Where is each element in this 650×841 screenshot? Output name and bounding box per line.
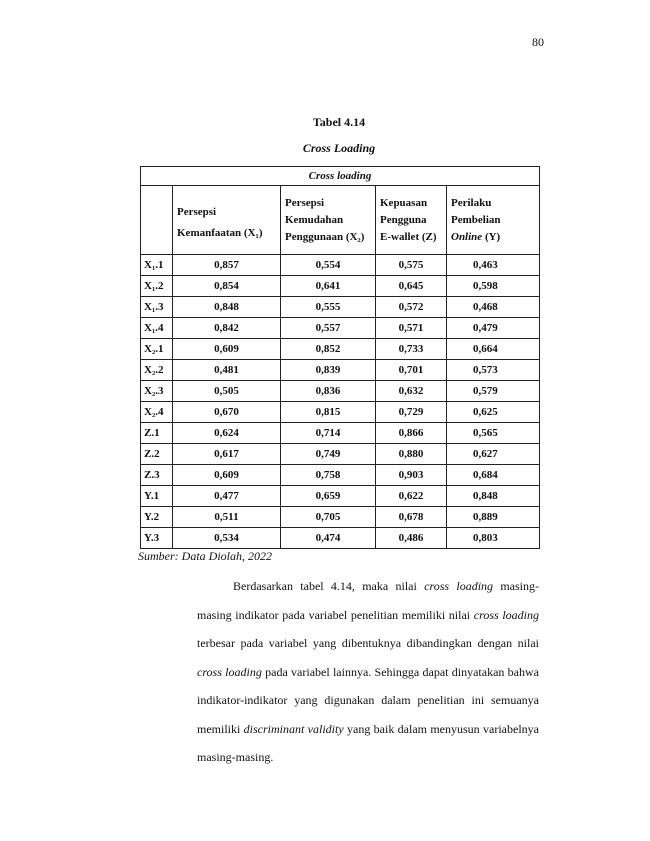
table-cell: 0,632 (376, 381, 447, 402)
table-cell: 0,474 (281, 528, 376, 549)
table-cell: 0,903 (376, 465, 447, 486)
table-row (141, 255, 540, 276)
table-cell: 0,749 (281, 444, 376, 465)
column-header-line: Persepsi (177, 206, 217, 218)
column-header-line: Kemanfaatan (X₁) (177, 227, 263, 239)
row-label: Z.1 (141, 423, 173, 444)
column-header-line: Kepuasan (380, 196, 428, 209)
table-cell: 0,880 (376, 444, 447, 465)
column-header-line: Persepsi (285, 196, 325, 209)
table-cell: 0,481 (173, 360, 281, 381)
table-cell: 0,627 (447, 444, 540, 465)
table-cell: 0,848 (447, 486, 540, 507)
table-cell: 0,598 (447, 276, 540, 297)
column-header (281, 186, 376, 255)
table-cell: 0,705 (281, 507, 376, 528)
row-label: Y.1 (141, 486, 173, 507)
table-cell: 0,534 (173, 528, 281, 549)
row-label: X₂.3 (141, 381, 173, 402)
table-row (141, 465, 540, 486)
row-label: Y.3 (141, 528, 173, 549)
row-label: Y.2 (141, 507, 173, 528)
column-header-line: Pengguna (380, 213, 427, 226)
table-subtitle: Cross Loading (302, 141, 376, 155)
paragraph-italic-term: cross loading (424, 579, 494, 593)
table-cell: 0,565 (447, 423, 540, 444)
table-cell: 0,622 (376, 486, 447, 507)
table-cell: 0,573 (447, 360, 540, 381)
source-note: Sumber: Data Diolah, 2022 (138, 549, 272, 563)
table-cell: 0,555 (281, 297, 376, 318)
table-cell: 0,758 (281, 465, 376, 486)
column-header-italic: Online (451, 230, 483, 243)
paragraph-text: Berdasarkan tabel 4.14, maka nilai (233, 579, 425, 593)
table-cell: 0,714 (281, 423, 376, 444)
table-row (141, 276, 540, 297)
column-header-line: E-wallet (Z) (380, 230, 437, 243)
table-cell: 0,678 (376, 507, 447, 528)
table-cell: 0,609 (173, 465, 281, 486)
table-cell: 0,572 (376, 297, 447, 318)
row-label: Z.3 (141, 465, 173, 486)
table-row (141, 444, 540, 465)
table-cell: 0,554 (281, 255, 376, 276)
table-body (141, 255, 540, 549)
table-cell: 0,839 (281, 360, 376, 381)
table-cell: 0,866 (376, 423, 447, 444)
table-cell: 0,848 (173, 297, 281, 318)
table-cell: 0,477 (173, 486, 281, 507)
table-title: Tabel 4.14 (312, 115, 366, 129)
table-row (141, 339, 540, 360)
column-header-line (451, 229, 539, 246)
table-row (141, 402, 540, 423)
table-row (141, 528, 540, 549)
table-super-header: Cross loading (141, 167, 540, 186)
row-label: X₁.3 (141, 297, 173, 318)
table-cell: 0,557 (281, 318, 376, 339)
table-cell: 0,571 (376, 318, 447, 339)
table-row (141, 507, 540, 528)
column-header-line: Pembelian (451, 213, 501, 226)
column-header-line: Kemudahan (285, 213, 344, 226)
page-number: 80 (532, 35, 544, 49)
table-cell: 0,815 (281, 402, 376, 423)
table-cell: 0,852 (281, 339, 376, 360)
column-header-line: Perilaku (451, 196, 492, 209)
table-row (141, 381, 540, 402)
body-paragraph (197, 572, 539, 772)
table-cell: 0,625 (447, 402, 540, 423)
table-header-row (141, 186, 540, 255)
table-cell: 0,645 (376, 276, 447, 297)
table-cell: 0,670 (173, 402, 281, 423)
row-label: X₁.1 (141, 255, 173, 276)
table-row (141, 297, 540, 318)
table-cell: 0,609 (173, 339, 281, 360)
table-cell: 0,505 (173, 381, 281, 402)
table-row (141, 360, 540, 381)
paragraph-text: masing-masing indikator pada variabel penelitian memiliki nilai (197, 579, 539, 622)
table-cell: 0,579 (447, 381, 540, 402)
row-label: X₁.4 (141, 318, 173, 339)
paragraph-text: yang baik dalam menyusun variabelnya masing-masing. (197, 721, 539, 764)
table-cell: 0,684 (447, 465, 540, 486)
row-label: X₂.4 (141, 402, 173, 423)
paragraph-text: terbesar pada variabel yang dibentuknya dibandingkan dengan nilai (197, 636, 539, 650)
table-cell: 0,729 (376, 402, 447, 423)
paragraph-italic-term: cross loading (473, 607, 539, 622)
table-cell: 0,733 (376, 339, 447, 360)
table-row (141, 318, 540, 339)
row-label: X₁.2 (141, 276, 173, 297)
table-cell: 0,889 (447, 507, 540, 528)
table-cell: 0,836 (281, 381, 376, 402)
table-cell: 0,479 (447, 318, 540, 339)
table-cell: 0,659 (281, 486, 376, 507)
column-header (173, 186, 281, 255)
corner-cell (141, 186, 173, 255)
table-cell: 0,842 (173, 318, 281, 339)
column-header-line: Penggunaan (X₂) (285, 230, 365, 243)
paragraph-text: pada variabel lainnya. Sehingga dapat dinyatakan bahwa indikator-indikator yang digunakan dalam penelitian ini semuanya memiliki (197, 664, 539, 736)
table-row (141, 486, 540, 507)
table-cell: 0,624 (173, 423, 281, 444)
paragraph-italic-term: discriminant validity (243, 721, 344, 736)
table-cell: 0,486 (376, 528, 447, 549)
row-label: X₂.1 (141, 339, 173, 360)
table-cell: 0,854 (173, 276, 281, 297)
column-header-rest: (Y) (482, 230, 501, 243)
table-cell: 0,468 (447, 297, 540, 318)
table-cell: 0,803 (447, 528, 540, 549)
table-cell: 0,857 (173, 255, 281, 276)
table-cell: 0,617 (173, 444, 281, 465)
row-label: Z.2 (141, 444, 173, 465)
column-header (376, 186, 447, 255)
table-cell: 0,575 (376, 255, 447, 276)
cross-loading-table (140, 166, 540, 549)
table-cell: 0,511 (173, 507, 281, 528)
row-label: X₂.2 (141, 360, 173, 381)
paragraph-italic-term: cross loading (197, 664, 262, 679)
table-cell: 0,641 (281, 276, 376, 297)
table-cell: 0,664 (447, 339, 540, 360)
table-row (141, 423, 540, 444)
column-header (447, 186, 540, 255)
table-cell: 0,463 (447, 255, 540, 276)
table-cell: 0,701 (376, 360, 447, 381)
